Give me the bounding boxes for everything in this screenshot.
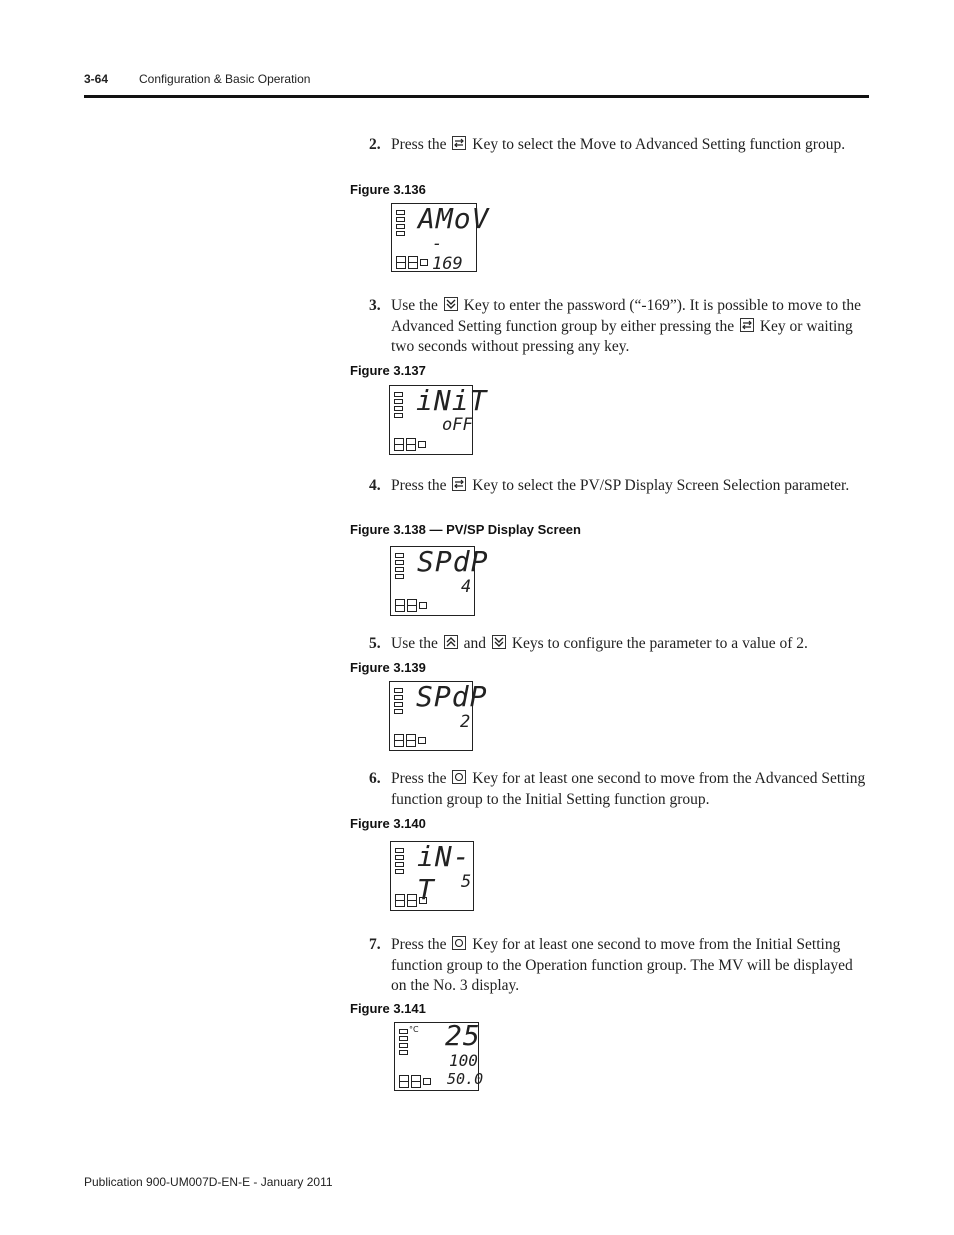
mode-key-icon — [452, 477, 466, 491]
step-text: Press the — [391, 477, 447, 494]
indicator — [399, 1043, 408, 1048]
step-number: 5. — [369, 635, 381, 652]
lcd-display-137 — [389, 384, 488, 455]
section-title: Configuration & Basic Operation — [139, 72, 311, 86]
step-4 — [369, 476, 869, 497]
indicator — [399, 1029, 408, 1034]
display-line-3: 50.0 — [447, 1070, 484, 1088]
indicator — [399, 1036, 408, 1041]
indicator — [406, 444, 416, 451]
indicator — [395, 869, 404, 874]
step-number: 7. — [369, 936, 381, 953]
indicator — [407, 900, 417, 907]
lcd-display-141 — [394, 1019, 484, 1091]
indicator — [396, 224, 405, 229]
display-line-2: - 169 — [432, 234, 463, 274]
indicator — [395, 560, 404, 565]
indicator — [399, 1050, 408, 1055]
level-key-icon — [452, 770, 466, 784]
step-text: Key to select the PV/SP Display Screen Selection parameter. — [472, 477, 850, 494]
indicator — [395, 862, 404, 867]
publication-footer: Publication 900-UM007D-EN-E - January 2011 — [84, 1175, 333, 1189]
step-number: 4. — [369, 477, 381, 494]
indicator — [419, 897, 427, 904]
step-text: Use the — [391, 635, 438, 652]
indicator — [395, 553, 404, 558]
indicator — [394, 695, 403, 700]
indicator — [395, 900, 405, 907]
down-key-icon — [492, 635, 506, 649]
figure-caption: Figure 3.138 — PV/SP Display Screen — [350, 522, 581, 537]
indicator — [395, 574, 404, 579]
display-line-1: AMoV — [418, 202, 490, 235]
display-line-2: 100 — [449, 1051, 478, 1070]
indicator — [394, 406, 403, 411]
indicator — [411, 1081, 421, 1088]
indicator — [394, 399, 403, 404]
step-text: Keys to configure the parameter to a value of 2. — [511, 635, 808, 652]
step-text: Use the — [391, 297, 438, 314]
display-line-2: 4 — [461, 577, 472, 597]
indicator — [394, 444, 404, 451]
indicator — [396, 231, 405, 236]
step-text: Key to enter the password (“-169”). It is possible to move to the Advanced Setting function group by either pressing the — [391, 297, 861, 335]
mode-key-icon — [740, 318, 754, 332]
indicator — [423, 1078, 431, 1085]
step-3 — [369, 296, 869, 358]
step-text: Key to select the Move to Advanced Setting function group. — [472, 136, 846, 153]
step-number: 3. — [369, 297, 381, 314]
indicator — [396, 217, 405, 222]
display-line-2: oFF — [442, 415, 473, 435]
step-text: and — [463, 635, 487, 652]
lcd-display-140 — [390, 841, 474, 911]
header-rule — [84, 95, 869, 98]
indicator — [394, 709, 403, 714]
indicator — [399, 1081, 409, 1088]
step-text: Press the — [391, 936, 447, 953]
step-7 — [369, 935, 869, 997]
lcd-display-139 — [389, 680, 488, 751]
indicator — [395, 567, 404, 572]
figure-caption: Figure 3.140 — [350, 816, 426, 831]
indicator — [418, 737, 426, 744]
indicator — [395, 855, 404, 860]
display-line-1: SPdP — [416, 680, 488, 713]
indicator — [395, 605, 405, 612]
figure-caption: Figure 3.141 — [350, 1001, 426, 1016]
unit-label: °C — [409, 1025, 419, 1034]
step-text: Key for at least one second to move from the Advanced Setting function group to the Initial Setting function group. — [391, 770, 866, 808]
indicator — [394, 740, 404, 747]
mode-key-icon — [452, 136, 466, 150]
display-line-1: iN-T — [417, 840, 471, 906]
indicator — [394, 392, 403, 397]
step-number: 2. — [369, 136, 381, 153]
display-line-1: 25 — [445, 1019, 481, 1052]
down-key-icon — [444, 297, 458, 311]
step-text: Key for at least one second to move from the Initial Setting function group to the Operation function group. The MV will be displayed on the No. 3 display. — [391, 936, 853, 994]
display-line-2: 2 — [460, 712, 471, 732]
indicator — [394, 688, 403, 693]
step-number: 6. — [369, 770, 381, 787]
indicator — [408, 262, 418, 269]
display-line-1: iNiT — [416, 384, 488, 417]
indicator — [419, 602, 427, 609]
step-text: Press the — [391, 136, 447, 153]
indicator — [396, 262, 406, 269]
indicator — [395, 848, 404, 853]
step-5 — [369, 634, 869, 655]
indicator — [394, 702, 403, 707]
level-key-icon — [452, 936, 466, 950]
figure-caption: Figure 3.137 — [350, 363, 426, 378]
up-key-icon — [444, 635, 458, 649]
step-2 — [369, 135, 869, 156]
step-6 — [369, 769, 869, 810]
indicator — [420, 259, 428, 266]
indicator — [406, 740, 416, 747]
step-text: Press the — [391, 770, 447, 787]
indicator — [407, 605, 417, 612]
display-line-1: SPdP — [417, 545, 489, 578]
indicator — [394, 413, 403, 418]
display-line-2: 5 — [461, 872, 472, 892]
page-number: 3-64 — [84, 72, 109, 86]
step-text: Key or waiting two seconds without pressing any key. — [391, 317, 853, 355]
lcd-display-138 — [390, 545, 489, 616]
indicator — [396, 210, 405, 215]
lcd-display-136 — [391, 202, 490, 274]
indicator — [418, 441, 426, 448]
figure-caption: Figure 3.139 — [350, 660, 426, 675]
figure-caption: Figure 3.136 — [350, 182, 426, 197]
